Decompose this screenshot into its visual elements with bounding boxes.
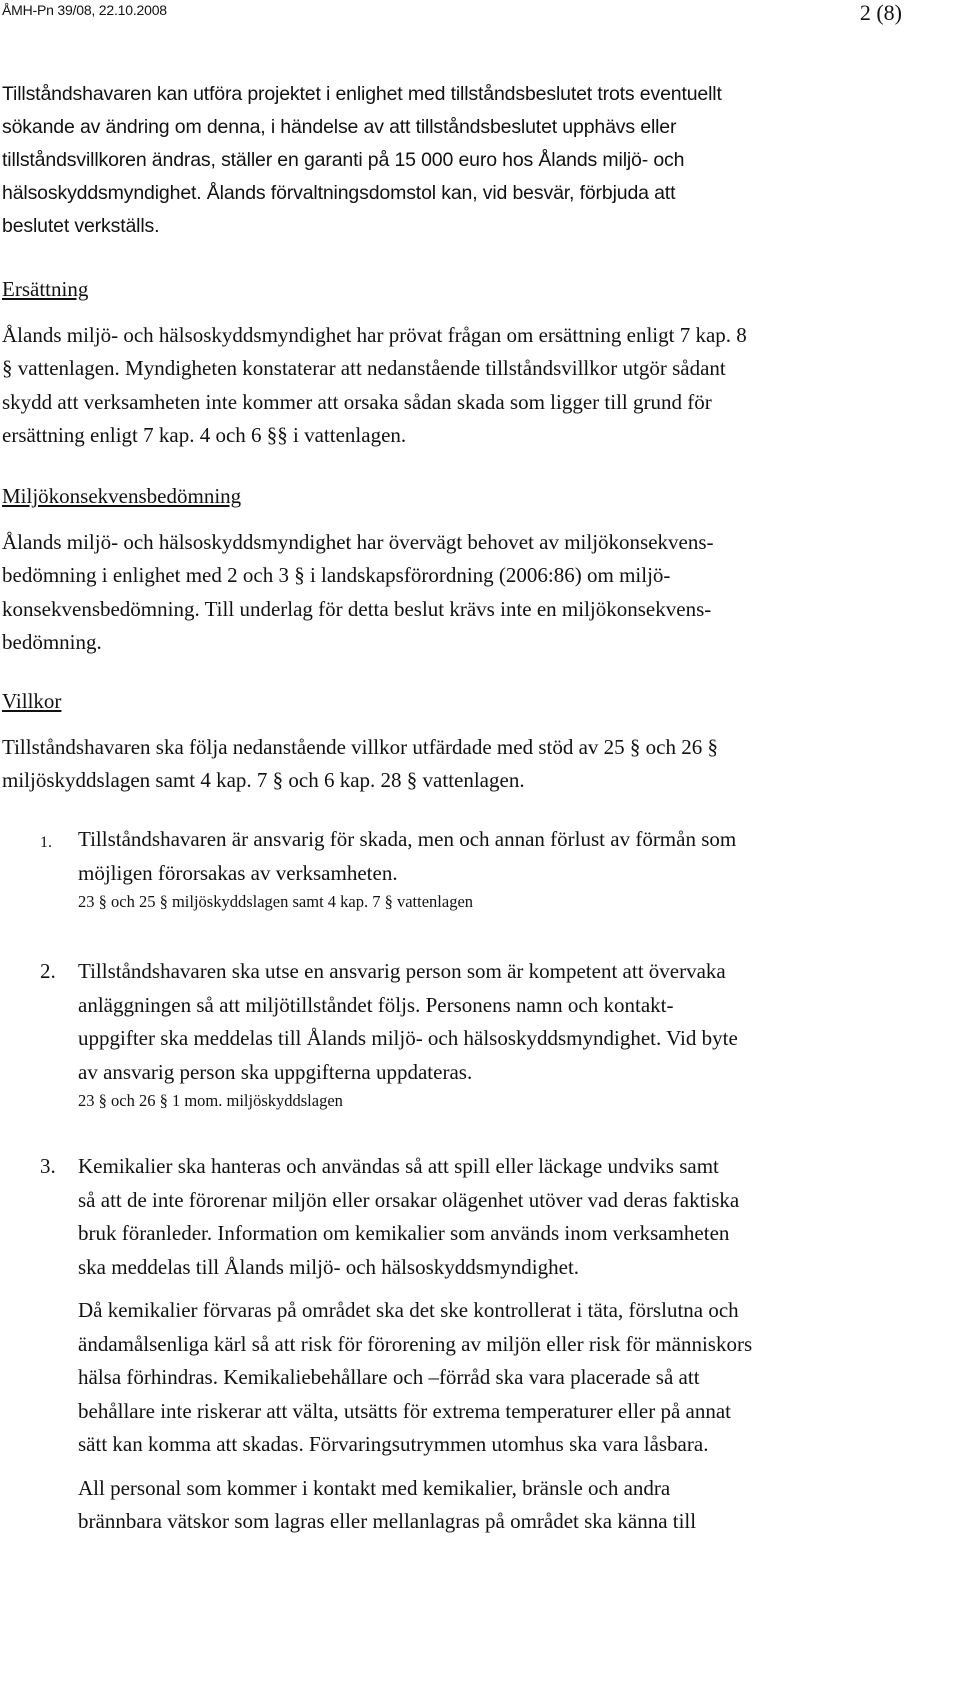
condition-number: 3.	[40, 1154, 56, 1178]
body-line: Ålands miljö- och hälsoskyddsmyndighet har övervägt behovet av miljökonsekvens-	[2, 529, 714, 554]
document-reference: ÅMH-Pn 39/08, 22.10.2008	[2, 2, 167, 18]
body-line: All personal som kommer i kontakt med kemikalier, bränsle och andra	[78, 1475, 671, 1500]
intro-line: sökande av ändring om denna, i händelse av att tillståndsbeslutet upphävs eller	[2, 116, 677, 138]
body-line: konsekvensbedömning. Till underlag för detta beslut krävs inte en miljökonsekvens-	[2, 596, 712, 621]
intro-line: beslutet verkställs.	[2, 215, 160, 237]
intro-paragraph	[2, 78, 902, 243]
section-villkor	[2, 685, 902, 798]
body-line: ändamålsenliga kärl så att risk för förorening av miljön eller risk för människors	[78, 1331, 753, 1356]
condition-body	[78, 823, 878, 914]
body-line: bruk föranleder. Information om kemikalier som används inom verksamheten	[78, 1221, 730, 1245]
body-line: ersättning enligt 7 kap. 4 och 6 §§ i vattenlagen.	[2, 423, 407, 447]
page-header	[0, 0, 902, 30]
body-line: möjligen förorsakas av verksamheten.	[78, 860, 398, 885]
body-line: Tillståndshavaren är ansvarig för skada, men och annan förlust av förmån som	[78, 827, 737, 851]
intro-line: tillståndsvillkoren ändras, ställer en garanti på 15 000 euro hos Ålands miljö- och	[2, 149, 685, 171]
intro-line: hälsoskyddsmyndighet. Ålands förvaltningsdomstol kan, vid besvär, förbjuda att	[2, 182, 676, 204]
body-line: Tillståndshavaren ska följa nedanstående villkor utfärdade med stöd av 25 § och 26 §	[2, 734, 718, 759]
body-line: uppgifter ska meddelas till Ålands miljö- och hälsoskyddsmyndighet. Vid byte	[78, 1026, 738, 1050]
legal-reference: 23 § och 25 § miljöskyddslagen samt 4 kap. 7 § vattenlagen	[78, 892, 474, 911]
body-line: bedömning.	[2, 630, 102, 654]
body-line: hälsa förhindras. Kemikaliebehållare och –förråd ska vara placerade så att	[78, 1365, 700, 1389]
legal-reference: 23 § och 26 § 1 mom. miljöskyddslagen	[78, 1091, 343, 1110]
section-heading: Miljökonsekvensbedömning	[2, 484, 242, 508]
section-miljokonsekvensbedomning	[2, 480, 902, 660]
body-line: anläggningen så att miljötillståndet följs. Personens namn och kontakt-	[78, 992, 674, 1017]
body-line: bedömning i enlighet med 2 och 3 § i landskapsförordning (2006:86) om miljö-	[2, 563, 671, 587]
body-line: Då kemikalier förvaras på området ska det ske kontrollerat i täta, förslutna och	[78, 1298, 739, 1322]
section-heading: Ersättning	[2, 277, 89, 301]
intro-line: Tillståndshavaren kan utföra projektet i enlighet med tillståndsbeslutet trots eventuellt	[2, 83, 722, 105]
body-line: brännbara vätskor som lagras eller mellanlagras på området ska känna till	[78, 1509, 697, 1533]
body-line: miljöskyddslagen samt 4 kap. 7 § och 6 kap. 28 § vattenlagen.	[2, 768, 525, 792]
condition-number: 1.	[40, 834, 52, 851]
body-line: så att de inte förorenar miljön eller orsakar olägenhet utöver vad deras faktiska	[78, 1187, 740, 1212]
page-number: 2 (8)	[859, 0, 902, 25]
condition-body	[78, 1150, 878, 1539]
body-line: behållare inte riskerar att välta, utsätts för extrema temperaturer eller på annat	[78, 1398, 732, 1423]
body-line: Ålands miljö- och hälsoskyddsmyndighet har prövat frågan om ersättning enligt 7 kap. 8	[2, 322, 747, 347]
body-line: skydd att verksamheten inte kommer att orsaka sådan skada som ligger till grund för	[2, 389, 712, 414]
body-line: sätt kan komma att skadas. Förvaringsutrymmen utomhus ska vara låsbara.	[78, 1432, 709, 1456]
body-line: Tillståndshavaren ska utse en ansvarig person som är kompetent att övervaka	[78, 959, 726, 983]
section-ersattning	[2, 273, 902, 453]
body-line: Kemikalier ska hanteras och användas så att spill eller läckage undviks samt	[78, 1154, 719, 1178]
section-heading: Villkor	[2, 689, 62, 713]
body-line: av ansvarig person ska uppgifterna uppdateras.	[78, 1059, 473, 1084]
condition-body	[78, 955, 878, 1113]
body-line: ska meddelas till Ålands miljö- och hälsoskyddsmyndighet.	[78, 1254, 580, 1279]
condition-number: 2.	[40, 959, 56, 983]
body-line: § vattenlagen. Myndigheten konstaterar att nedanstående tillståndsvillkor utgör sådant	[2, 356, 726, 380]
